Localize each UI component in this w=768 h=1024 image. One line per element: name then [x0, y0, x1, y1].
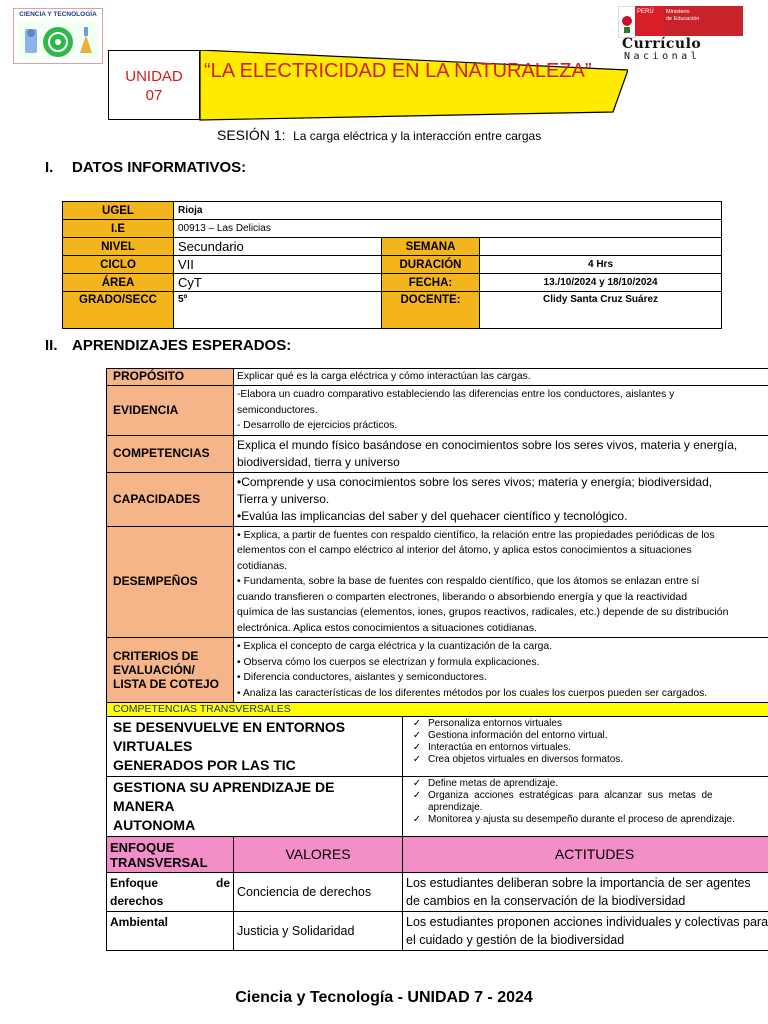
desempenos-line: cuando transfieren o comparten electrones, liberando o absorbiendo energía y que la reactividad: [237, 590, 688, 603]
competencia-autonoma-line: GESTIONA SU APRENDIZAJE DE MANERA: [113, 779, 335, 814]
valor-cell: Justicia y Solidaridad: [234, 912, 403, 951]
table-row: [107, 472, 768, 526]
list-item-text: Gestiona información del entorno virtual.: [428, 730, 608, 741]
actitud-line: Los estudiantes proponen acciones individuales y colectivas para: [406, 915, 768, 929]
session-line: [217, 127, 541, 143]
enfoque-header-line: ENFOQUE: [110, 839, 175, 855]
desempenos-line: electrónica. Aplica estos conocimientos a situaciones cotidianas.: [237, 621, 537, 634]
grado-label: GRADO/SECC: [63, 292, 174, 329]
session-label: SESIÓN 1:: [217, 127, 286, 143]
table-row: [63, 202, 722, 220]
coat-of-arms-icon: [618, 6, 636, 38]
table-row: [63, 256, 722, 274]
table-row: [107, 837, 768, 873]
table-row: [63, 220, 722, 238]
actitud-line: el cuidado y gestión de la biodiversidad: [406, 933, 625, 947]
semana-value: [480, 238, 722, 256]
semana-label: SEMANA: [382, 238, 480, 256]
enfoque-header: [107, 837, 234, 873]
nivel-value: Secundario: [174, 238, 382, 256]
check-icon: ✓: [412, 790, 422, 801]
criterios-label-line: EVALUACIÓN/: [113, 663, 195, 677]
docente-value: Clidy Santa Cruz Suárez: [480, 292, 722, 329]
check-icon: ✓: [412, 718, 422, 729]
list-item-text: Personaliza entornos virtuales: [428, 718, 562, 729]
competencias-line: biodiversidad, tierra y universo: [237, 454, 400, 469]
cyt-logo-text: CIENCIA Y TECNOLOGÍA: [19, 11, 97, 18]
competencia-tic-items: [403, 717, 768, 777]
session-title: La carga eléctrica y la interacción entre cargas: [293, 129, 542, 143]
capacidades-line: Tierra y universo.: [237, 491, 330, 506]
check-icon: ✓: [412, 778, 422, 789]
section-number: II.: [45, 337, 58, 354]
table-row: [107, 717, 768, 777]
desempenos-label: DESEMPEÑOS: [107, 526, 234, 638]
section-number: I.: [45, 159, 54, 176]
check-icon: ✓: [412, 730, 422, 741]
valores-header: VALORES: [234, 837, 403, 873]
enfoque-word: de: [215, 876, 230, 890]
actitudes-header: ACTITUDES: [403, 837, 768, 873]
criterios-value: [234, 638, 768, 703]
desempenos-line: cotidianas.: [237, 559, 288, 572]
desempenos-line: • Explica, a partir de fuentes con respaldo científico, la relación entre las propiedades periódicas de los: [237, 528, 715, 541]
table-row: [107, 369, 768, 386]
enfoque-line: derechos: [110, 894, 164, 908]
section-title-aprendizajes: [45, 337, 291, 354]
section-heading: APRENDIZAJES ESPERADOS:: [72, 337, 292, 354]
fecha-label: FECHA:: [382, 274, 480, 292]
table-row: [63, 292, 722, 329]
valor-cell: Conciencia de derechos: [234, 873, 403, 912]
list-item: [406, 718, 768, 730]
capacidades-value: [234, 472, 768, 526]
competencias-label: COMPETENCIAS: [107, 435, 234, 472]
evidencia-value: [234, 386, 768, 436]
check-icon: ✓: [412, 814, 422, 825]
ministerio-line2: de Educación: [666, 16, 700, 22]
competencias-value: [234, 435, 768, 472]
ciclo-value: VII: [174, 256, 382, 274]
competencia-autonoma: [107, 777, 403, 837]
list-item-text: Organiza acciones estratégicas para alcanzar sus metas de: [428, 790, 713, 801]
evidencia-line: semiconductores.: [237, 404, 318, 416]
competencia-tic-line: SE DESENVUELVE EN ENTORNOS VIRTUALES: [113, 719, 346, 754]
list-item: [406, 790, 768, 802]
competencia-autonoma-items: [403, 777, 768, 837]
unit-number-box: [108, 50, 200, 120]
desempenos-line: • Fundamenta, sobre la base de fuentes con respaldo científico, que los átomos se enlazan entre sí: [237, 575, 700, 587]
list-item: [406, 802, 768, 814]
evidencia-label: EVIDENCIA: [107, 386, 234, 436]
ugel-value: Rioja: [174, 202, 722, 220]
page-footer: Ciencia y Tecnología - UNIDAD 7 - 2024: [235, 989, 533, 1006]
criterio-item: • Analiza las características de los diferentes métodos por los cuales los cuerpos pueden ser cargados.: [237, 687, 708, 699]
enfoque-derechos: [107, 873, 234, 912]
competencias-transversales-header: COMPETENCIAS TRANSVERSALES: [107, 703, 768, 717]
actitud-line: de cambios en la conservación de la biodiversidad: [406, 894, 686, 908]
table-row: [107, 912, 768, 951]
capacidades-line: •Comprende y usa conocimientos sobre los seres vivos; materia y energía; biodiversidad,: [237, 474, 713, 489]
peru-label: PERÚ: [635, 6, 663, 36]
list-item-text: Monitorea y ajusta su desempeño durante el proceso de aprendizaje.: [428, 814, 735, 825]
ministerio-label: [663, 6, 743, 36]
enfoque-header-line: TRANSVERSAL: [110, 854, 208, 870]
table-row: [107, 873, 768, 912]
curriculo-title: Currículo: [622, 36, 702, 52]
evidencia-line: -Elabora un cuadro comparativo estableciendo las diferencias entre los conductores, aislantes y: [237, 389, 675, 400]
criterio-item: • Observa cómo los cuerpos se electrizan y formula explicaciones.: [237, 656, 540, 668]
minedu-logo: [616, 6, 756, 64]
evidencia-line: - Desarrollo de ejercicios prácticos.: [237, 420, 398, 431]
criterios-label-line: LISTA DE COTEJO: [113, 677, 220, 691]
capacidades-label: CAPACIDADES: [107, 472, 234, 526]
capacidades-line: •Evalúa las implicancias del saber y del quehacer científico y tecnológico.: [237, 508, 628, 523]
check-icon: ✓: [412, 754, 422, 765]
list-item: [406, 778, 768, 790]
enfoque-line: [110, 874, 230, 892]
ministerio-line1: Ministerio: [666, 9, 690, 15]
desempenos-line: elementos con el campo eléctrico al interior del átomo, y aplica estos conocimientos a situaciones: [237, 544, 692, 556]
criterios-label: [107, 638, 234, 703]
unit-title: “LA ELECTRICIDAD EN LA NATURALEZA”: [204, 60, 592, 82]
competencia-tic-line: GENERADOS POR LAS TIC: [113, 757, 296, 773]
ie-label: I.E: [63, 220, 174, 238]
curriculo-subtitle: Nacional: [624, 51, 701, 62]
actitud-line: Los estudiantes deliberan sobre la importancia de ser agentes: [406, 876, 751, 890]
section-heading: DATOS INFORMATIVOS:: [72, 159, 247, 176]
fecha-value: 13./10/2024 y 18/10/2024: [480, 274, 722, 292]
list-item: [406, 742, 768, 754]
unit-banner: [108, 50, 628, 122]
actitud-cell: [403, 912, 768, 951]
list-item-text: Interactúa en entornos virtuales.: [428, 742, 571, 753]
unit-label: UNIDAD: [125, 68, 183, 85]
table-row: [107, 526, 768, 638]
nivel-label: NIVEL: [63, 238, 174, 256]
docente-label: DOCENTE:: [382, 292, 480, 329]
list-item-text: Define metas de aprendizaje.: [428, 778, 559, 789]
enfoque-word: Enfoque: [110, 876, 158, 890]
ciclo-label: CICLO: [63, 256, 174, 274]
list-item: [406, 730, 768, 742]
ugel-label: UGEL: [63, 202, 174, 220]
desempenos-value: [234, 526, 768, 638]
area-label: ÁREA: [63, 274, 174, 292]
criterios-label-line: CRITERIOS DE: [113, 649, 199, 663]
table-row: [107, 638, 768, 703]
table-row: [107, 777, 768, 837]
criterio-item: • Diferencia conductores, aislantes y semiconductores.: [237, 672, 487, 683]
list-item: [406, 754, 768, 766]
duracion-value: 4 Hrs: [480, 256, 722, 274]
list-item: [406, 814, 768, 826]
section-title-datos: [45, 159, 246, 176]
table-row: [107, 386, 768, 436]
table-row: [63, 238, 722, 256]
duracion-label: DURACIÓN: [382, 256, 480, 274]
ie-value: 00913 – Las Delicias: [174, 220, 722, 238]
table-row: [107, 435, 768, 472]
desempenos-line: química de las sustancias (elementos, iones, grupos reactivos, radicales, etc.) depende de su distribución: [237, 606, 729, 618]
enfoque-ambiental: Ambiental: [107, 912, 234, 951]
area-value: CyT: [174, 274, 382, 292]
table-row: [63, 274, 722, 292]
table-row: [107, 703, 768, 717]
actitud-cell: [403, 873, 768, 912]
aprendizajes-table: [106, 368, 768, 951]
cyt-logo: [13, 8, 103, 64]
list-item-text: aprendizaje.: [428, 802, 483, 813]
datos-table: [62, 201, 722, 329]
criterio-item: • Explica el concepto de carga eléctrica y la cuantización de la carga.: [237, 641, 552, 652]
unit-number: 07: [145, 87, 163, 104]
competencia-autonoma-line: AUTONOMA: [113, 817, 196, 833]
competencias-line: Explica el mundo físico basándose en conocimientos sobre los seres vivos, materia y energía,: [237, 437, 738, 452]
proposito-label: PROPÓSITO: [107, 369, 234, 386]
check-icon: ✓: [412, 742, 422, 753]
list-item-text: Crea objetos virtuales en diversos formatos.: [428, 754, 624, 765]
proposito-value: Explicar qué es la carga eléctrica y cómo interactúan las cargas.: [234, 369, 768, 386]
competencia-tic: [107, 717, 403, 777]
grado-value: 5º: [174, 292, 382, 329]
